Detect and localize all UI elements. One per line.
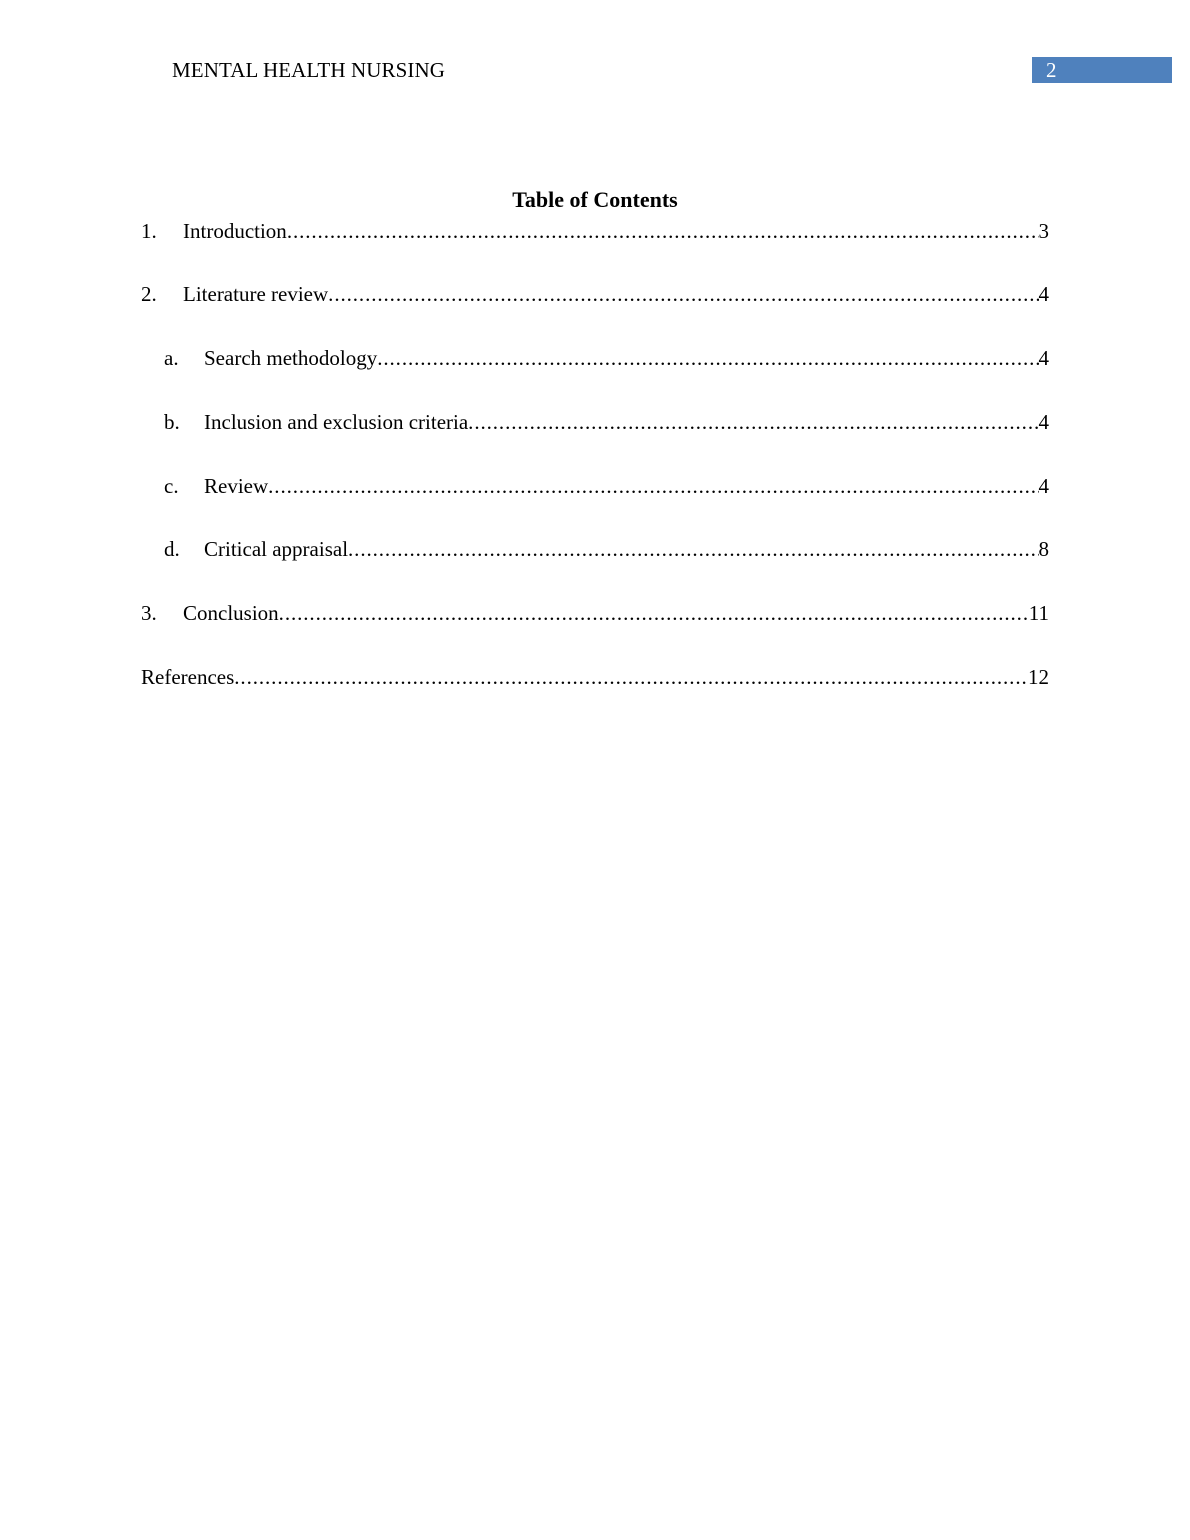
toc-entry-number: a. [164,346,179,370]
toc-entry-page: 4 [1038,474,1049,498]
toc-entry-number: c. [164,474,179,498]
toc-entry-references[interactable] [141,664,1049,690]
toc-dot-leader [279,600,1029,626]
toc-entry-label: Conclusion [183,601,279,625]
toc-entry-inclusion-exclusion-criteria[interactable] [164,409,1049,435]
toc-entry-label: Review [204,474,269,498]
toc-entry-page: 12 [1028,665,1049,689]
toc-entry-label: Critical appraisal [204,537,349,561]
toc-entry-page: 4 [1038,282,1049,306]
toc-entry-search-methodology[interactable] [164,345,1049,371]
toc-entry-label: Introduction [183,219,287,243]
toc-entry-page: 11 [1028,601,1049,625]
toc-entry-number: d. [164,537,180,561]
toc-entry-number: 3. [141,601,157,625]
toc-dot-leader [468,409,1038,435]
toc-dot-leader [287,218,1039,244]
toc-entry-introduction[interactable] [141,218,1049,244]
toc-entry-label: References [141,665,235,689]
toc-dot-leader [268,473,1038,499]
toc-dot-leader [234,664,1028,690]
toc-entry-review[interactable] [164,473,1049,499]
toc-entry-number: b. [164,410,180,434]
running-header-title: MENTAL HEALTH NURSING [172,58,446,82]
toc-dot-leader [348,536,1038,562]
toc-entry-label: Literature review [183,282,329,306]
toc-entry-number: 1. [141,219,157,243]
toc-entry-page: 4 [1038,410,1049,434]
toc-dot-leader [377,345,1038,371]
toc-entry-label: Search methodology [204,346,378,370]
toc-entry-literature-review[interactable] [141,281,1049,307]
toc-entry-page: 8 [1038,537,1049,561]
toc-entry-label: Inclusion and exclusion criteria [204,410,469,434]
toc-entry-page: 3 [1038,219,1049,243]
toc-heading: Table of Contents [512,187,678,212]
toc-entry-page: 4 [1038,346,1049,370]
toc-entry-conclusion[interactable] [141,600,1049,626]
toc-entry-number: 2. [141,282,157,306]
toc-dot-leader [328,281,1038,307]
toc-entry-critical-appraisal[interactable] [164,536,1049,562]
page-number-badge: 2 [1032,57,1172,83]
